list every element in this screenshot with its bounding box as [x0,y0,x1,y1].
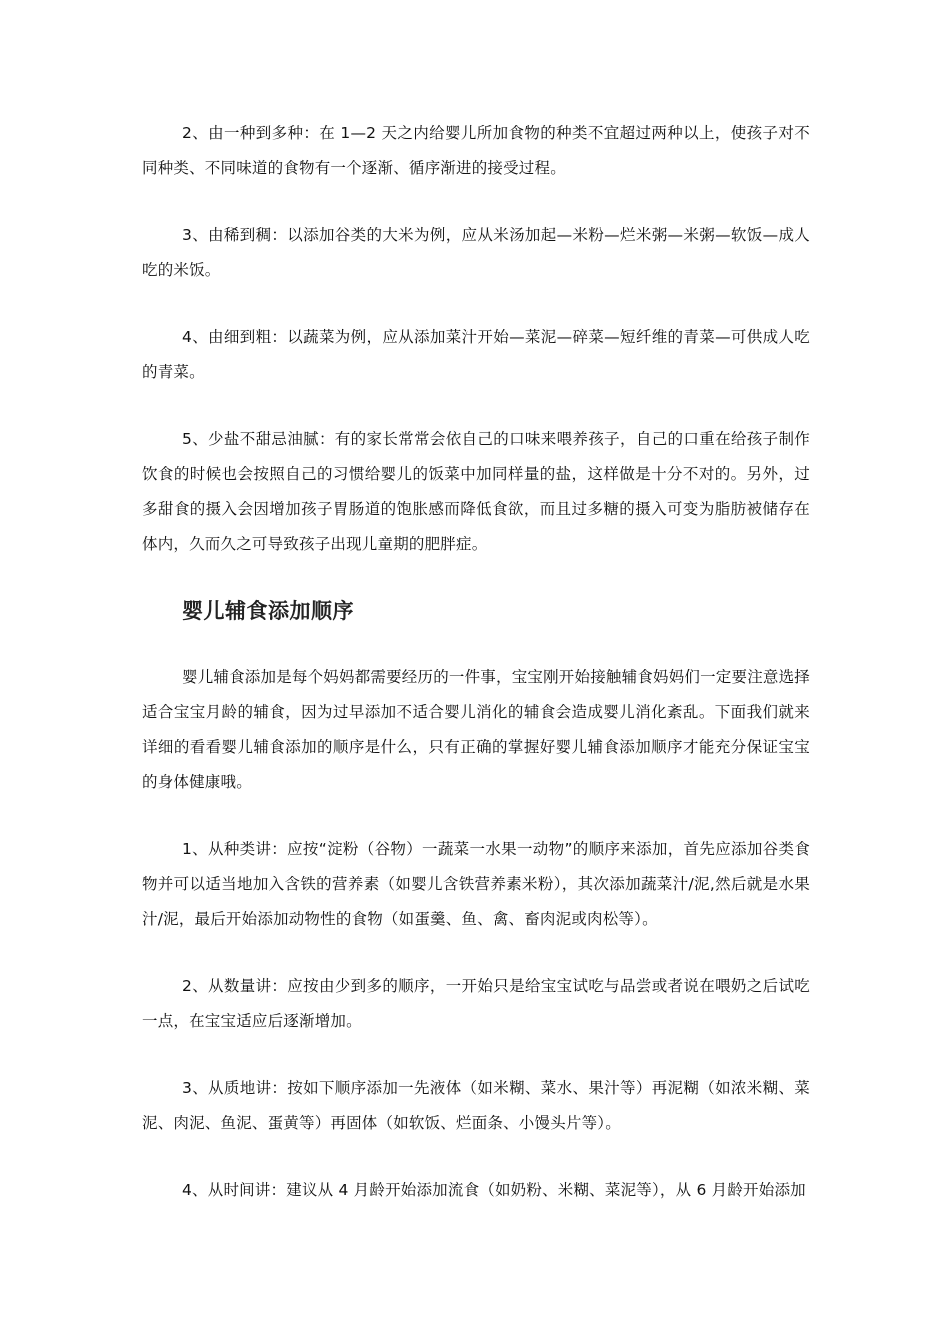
paragraph-order-texture: 3、从质地讲：按如下顺序添加一先液体（如米糊、菜水、果汁等）再泥糊（如浓米糊、菜泥、肉泥、鱼泥、蛋黄等）再固体（如软饭、烂面条、小馒头片等）。 [142,1079,810,1132]
paragraph-rule-2: 2、由一种到多种：在 1—2 天之内给婴儿所加食物的种类不宜超过两种以上，使孩子对不同种类、不同味道的食物有一个逐渐、循序渐进的接受过程。 [142,124,810,177]
paragraph-rule-4: 4、由细到粗：以蔬菜为例，应从添加菜汁开始—菜泥—碎菜—短纤维的青菜—可供成人吃的青菜。 [142,328,810,381]
paragraph-order-quantity: 2、从数量讲：应按由少到多的顺序，一开始只是给宝宝试吃与品尝或者说在喂奶之后试吃一点，在宝宝适应后逐渐增加。 [142,977,810,1030]
paragraph-order-type: 1、从种类讲：应按“淀粉（谷物）一蔬菜一水果一动物”的顺序来添加，首先应添加谷类食物并可以适当地加入含铁的营养素（如婴儿含铁营养素米粉），其次添加蔬菜汁/泥,然后就是水果汁/泥，最后开始添加动物性的食物（如蛋羹、鱼、禽、畜肉泥或肉松等）。 [142,840,810,928]
paragraph-intro: 婴儿辅食添加是每个妈妈都需要经历的一件事，宝宝刚开始接触辅食妈妈们一定要注意选择适合宝宝月龄的辅食，因为过早添加不适合婴儿消化的辅食会造成婴儿消化紊乱。下面我们就来详细的看看婴儿辅食添加的顺序是什么，只有正确的掌握好婴儿辅食添加顺序才能充分保证宝宝的身体健康哦。 [142,668,811,791]
document-body [142,116,810,1208]
paragraph-order-time: 4、从时间讲：建议从 4 月龄开始添加流食（如奶粉、米糊、菜泥等），从 6 月龄开始添加 [182,1181,806,1199]
paragraph-rule-5: 5、少盐不甜忌油腻：有的家长常常会依自己的口味来喂养孩子，自己的口重在给孩子制作饮食的时候也会按照自己的习惯给婴儿的饭菜中加同样量的盐，这样做是十分不对的。另外，过多甜食的摄入会因增加孩子胃肠道的饱胀感而降低食欲，而且过多糖的摄入可变为脂肪被储存在体内，久而久之可导致孩子出现儿童期的肥胖症。 [142,430,810,553]
section-heading: 婴儿辅食添加顺序 [182,599,354,623]
paragraph-rule-3: 3、由稀到稠：以添加谷类的大米为例，应从米汤加起—米粉—烂米粥—米粥—软饭—成人吃的米饭。 [142,226,810,279]
